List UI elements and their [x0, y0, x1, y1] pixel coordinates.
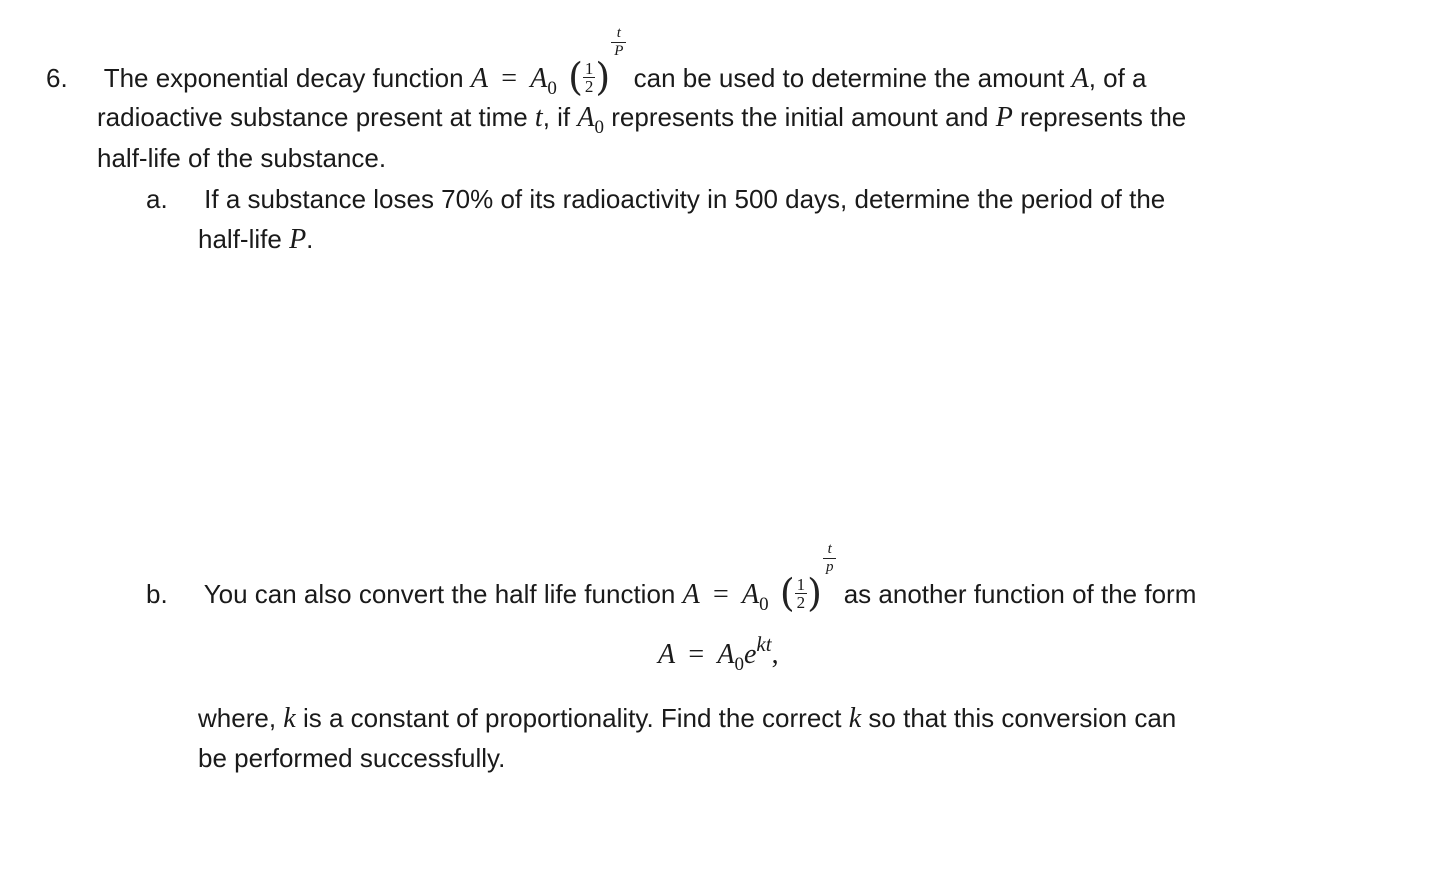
right-paren-b: ): [807, 571, 822, 615]
part-b-text-2: as another function of the form: [843, 579, 1197, 609]
question-intro-text-2: can be used to determine the amount: [633, 63, 1065, 93]
part-b-text-1: You can also convert the half life function: [203, 579, 676, 609]
eq-A0-sub: 0: [734, 654, 744, 675]
fraction-b-numerator: 1: [796, 574, 806, 594]
part-a-label: a.: [146, 184, 168, 214]
half-fraction-b: [795, 576, 808, 611]
formula-b-A0-sub: 0: [759, 594, 769, 615]
fraction-denominator: 2: [584, 76, 594, 96]
question-number: 6.: [46, 63, 68, 93]
where-text-1: where,: [198, 703, 277, 733]
exponential-form-equation: [658, 632, 779, 675]
formula-b-A0: A: [741, 579, 760, 610]
right-paren: ): [595, 55, 611, 99]
line2-text-4: represents the: [1020, 102, 1187, 132]
var-k: k: [283, 703, 296, 734]
question-line-2: [97, 102, 1187, 138]
line3-text: half-life of the substance.: [97, 143, 387, 173]
formula-b-equals: =: [712, 579, 729, 610]
part-b-label: b.: [146, 579, 168, 609]
fraction-b-denominator: 2: [796, 592, 806, 612]
part-a-period: .: [306, 224, 314, 254]
last-line-text: be performed successfully.: [198, 743, 506, 773]
eq-A: A: [658, 639, 676, 670]
part-a-text-2: half-life: [198, 224, 282, 254]
exponent-b-denominator: p: [825, 559, 834, 575]
exponent-fraction: [611, 26, 626, 59]
part-b-last-line: [198, 745, 505, 771]
exponent-fraction-b: [823, 542, 837, 575]
eq-equals: =: [688, 639, 705, 670]
line2-text-2: , if: [542, 102, 571, 132]
formula-b-A: A: [682, 579, 700, 610]
fraction-numerator: 1: [584, 58, 594, 78]
formula-A0-sub: 0: [547, 78, 557, 99]
half-life-formula: [682, 541, 837, 615]
var-t: t: [534, 102, 543, 133]
eq-exponent-kt: kt: [756, 632, 772, 656]
question-line-3: [97, 145, 386, 171]
left-paren-b: (: [779, 571, 795, 615]
formula-equals: =: [501, 63, 517, 94]
formula-A: A: [470, 63, 488, 94]
formula-A0: A: [530, 63, 548, 94]
question-line-1: [46, 25, 1147, 99]
eq-comma: ,: [771, 639, 779, 670]
question-intro-text: The exponential decay function: [103, 63, 464, 93]
line2-text-3: represents the initial amount and: [611, 102, 989, 132]
decay-formula: [470, 25, 627, 99]
eq-e: e: [743, 639, 757, 670]
var-A0: A: [577, 102, 595, 133]
where-text-2: is a constant of proportionality. Find the correct: [302, 703, 842, 733]
half-fraction: [583, 60, 596, 95]
line2-text-1: radioactive substance present at time: [97, 102, 528, 132]
part-a-var-P: P: [289, 224, 307, 255]
of-a-text: , of a: [1088, 63, 1147, 93]
var-A: A: [1071, 63, 1089, 94]
part-b-line-1: [146, 541, 1197, 615]
var-P: P: [995, 102, 1013, 133]
exponent-numerator: t: [611, 26, 626, 43]
part-b-where-line: [198, 705, 1176, 733]
part-a-line-2: [198, 226, 313, 254]
part-a-line-1: [146, 186, 1165, 212]
part-a-text-1: If a substance loses 70% of its radioactivity in 500 days, determine the period of the: [204, 184, 1166, 214]
exponent-b-numerator: t: [823, 542, 837, 559]
var-A0-sub: 0: [594, 117, 604, 138]
var-k-2: k: [848, 703, 862, 734]
exponent-denominator: P: [614, 43, 624, 59]
where-text-3: so that this conversion can: [868, 703, 1177, 733]
left-paren: (: [568, 55, 583, 99]
eq-A0: A: [717, 639, 735, 670]
